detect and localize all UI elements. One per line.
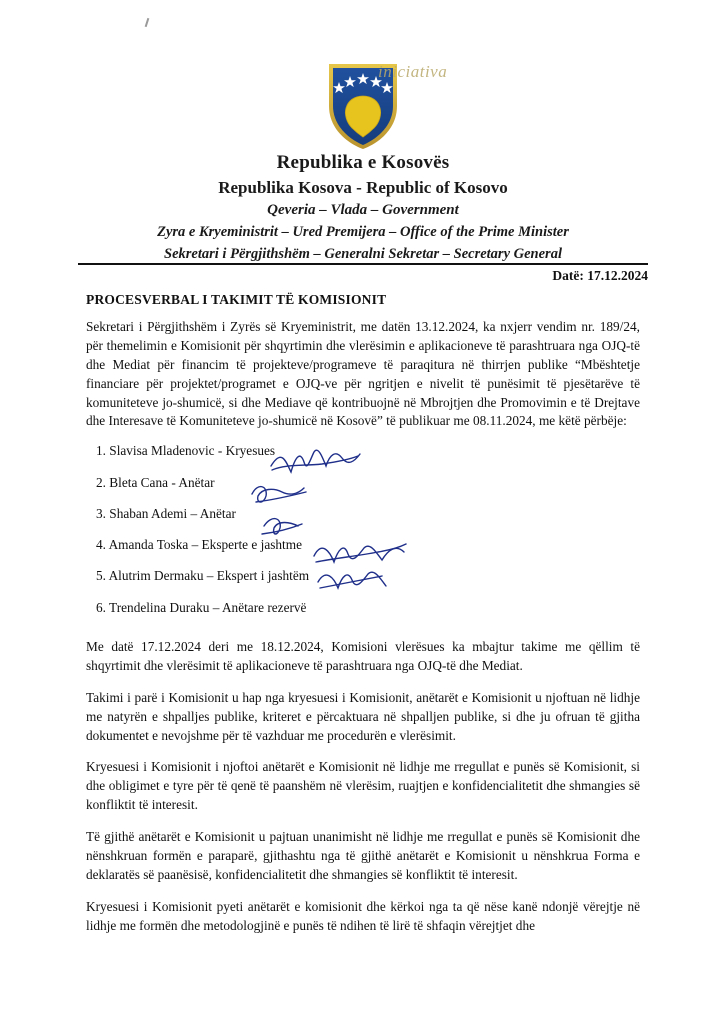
header-line-secretary: Sekretari i Përgjithshëm – Generalni Sekretar – Secretary General: [164, 245, 562, 262]
commission-members-list: [86, 444, 640, 614]
list-item: 5. Alutrim Dermaku – Ekspert i jashtëm: [96, 568, 310, 584]
intro-paragraph: Sekretari i Përgjithshëm i Zyrës së Kryeministrit, me datën 13.12.2024, ka nxjerr vendim nr. 189/24, për themelimin e Komisionit për shqyrtimin dhe vlerësimin e aplikacioneve të parashtruara nga OJQ-të dhe Mediat për financim të projekteve/programeve të paraqitura në thirrjen publike “Mbështetje financiare për projektet/programet e OJQ-ve për ngritjen e nivelit të punësimit të pjesëtarëve të komuniteteve jo-shumicë, si dhe Mediave që kontribuojnë në Mbrojtjen dhe Promovimin e të Drejtave dhe Interesave të Komuniteteve jo-shumicë në Kosovë” të publikuar me 08.11.2024, me këtë përbëje:: [86, 319, 640, 429]
stray-ink-mark: [145, 18, 150, 27]
kosovo-coat-of-arms-icon: [323, 60, 403, 152]
header-line-office: Zyra e Kryeministrit – Ured Premijera – Office of the Prime Minister: [157, 223, 569, 240]
document-date: Datë: 17.12.2024: [552, 268, 648, 283]
body-paragraphs: [86, 638, 640, 935]
signatures-overlay: [86, 444, 640, 614]
paragraph: Takimi i parë i Komisionit u hap nga kryesuesi i Komisionit, anëtarët e Komisionit u njoftuan në lidhje me natyrën e shpalljes publike, kriteret e përcaktuara në shpalljen publike, si dhe ju ofruan të gjitha dokumentet e nevojshme për të vazhduar me procedurën e vlerësimit.: [86, 689, 640, 743]
list-item: 1. Slavisa Mladenovic - Kryesues: [96, 443, 276, 459]
page-content-area: [78, 0, 648, 1024]
header-line-government: Qeveria – Vlada – Government: [267, 202, 459, 219]
document-header: [78, 150, 648, 265]
header-line-country-sq: Republika e Kosovës: [276, 152, 450, 173]
header-line-country-sr-en: Republika Kosova - Republic of Kosovo: [218, 177, 508, 197]
paragraph: Kryesuesi i Komisionit pyeti anëtarët e komisionit dhe kërkoi nga ta që nëse kanë ndonjë vërejtje në lidhje me formën dhe metodologjinë e punës të ndihen të lirë të shfaqin vërejtjet dhe: [86, 898, 640, 933]
header-divider: [78, 263, 648, 265]
page-title: PROCESVERBAL I TAKIMIT TË KOMISIONIT: [86, 292, 387, 307]
paragraph: Kryesuesi i Komisionit i njoftoi anëtarët e Komisionit në lidhje me rregullat e punës së Komisionit, si dhe obligimet e tyre për të qenë të paanshëm në vlerësim, ruajtjen e konfidencialitetit dhe shmangies së konfliktit të interesit.: [86, 759, 640, 813]
document-body: [86, 318, 640, 948]
watermark-text: iniciativa: [378, 62, 448, 81]
list-item: 6. Trendelina Duraku – Anëtare rezervë: [96, 599, 307, 615]
list-item: 3. Shaban Ademi – Anëtar: [96, 505, 236, 521]
list-item: 4. Amanda Toska – Eksperte e jashtme: [96, 537, 302, 553]
paragraph: Me datë 17.12.2024 deri me 18.12.2024, Komisioni vlerësues ka mbajtur takime me qëllim të shqyrtimit dhe vlerësimit të aplikacioneve të parashtruara nga OJQ-të dhe Mediat.: [86, 639, 640, 673]
paragraph: Të gjithë anëtarët e Komisionit u pajtuan unanimisht në lidhje me rregullat e punës së Komisionit dhe nënshkruan formën e paraparë, gjithashtu nga të gjithë anëtarët e Komisionit u nënshkrua Forma e deklaratës së paanësisë, konfidencialitetit dhe shmangies së konfliktit të interesit.: [86, 829, 640, 882]
list-item: 2. Bleta Cana - Anëtar: [96, 474, 215, 490]
